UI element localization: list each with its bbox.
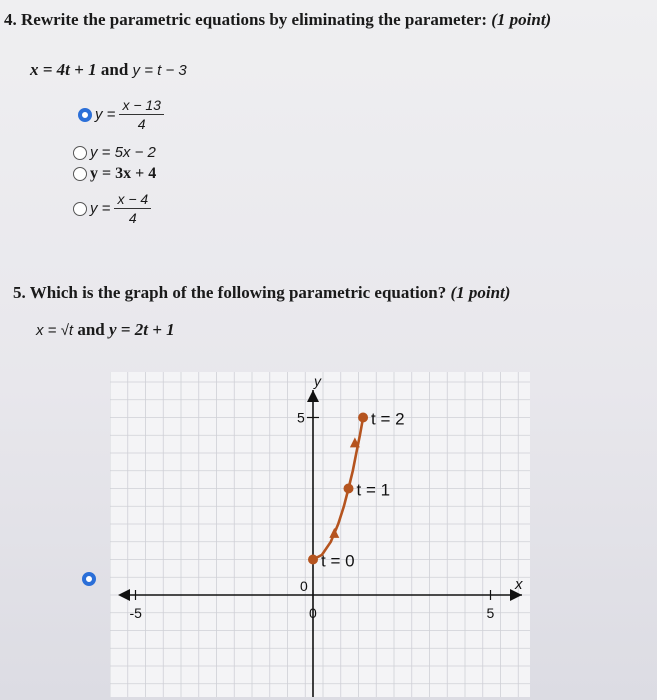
parametric-graph xyxy=(110,372,530,697)
q5-number: 5. xyxy=(13,283,26,302)
point-label-0: t = 0 xyxy=(321,551,355,571)
point-label-1: t = 1 xyxy=(356,480,391,500)
q4-equations xyxy=(30,60,187,80)
point-marker-0 xyxy=(308,555,318,565)
q4-option-3[interactable] xyxy=(73,165,156,183)
q4-option-2-radio[interactable] xyxy=(73,146,87,160)
q5-eq-x-rhs: √t xyxy=(60,322,74,339)
x-tick-label: -5 xyxy=(129,605,142,621)
q4-option-1-denominator: 4 xyxy=(137,116,146,132)
q4-option-2[interactable] xyxy=(73,144,156,161)
q4-option-1-numerator: x − 13 xyxy=(119,96,164,115)
q4-option-4-prefix: y = xyxy=(90,200,111,217)
x-axis-label: x xyxy=(515,576,523,593)
q5-points: (1 point) xyxy=(450,283,511,302)
q4-option-4-denominator: 4 xyxy=(128,210,137,226)
y-tick-label: 5 xyxy=(297,409,305,426)
q4-and: and xyxy=(100,60,129,79)
q4-option-1[interactable] xyxy=(78,96,164,133)
q5-eq-y: y = 2t + 1 xyxy=(109,320,175,339)
q5-eq-x-lhs: x = xyxy=(36,322,57,339)
x-tick-label: 5 xyxy=(486,605,495,621)
y-axis-label: y xyxy=(314,373,321,389)
q4-points: (1 point) xyxy=(491,10,552,29)
q4-option-4-numerator: x − 4 xyxy=(114,190,151,209)
x-tick-label-zero: 0 xyxy=(309,605,317,621)
q5-equations xyxy=(36,320,175,340)
q4-option-2-label: y = 5x − 2 xyxy=(90,144,156,161)
q5-title xyxy=(13,283,510,303)
point-label-2: t = 2 xyxy=(371,409,405,429)
q4-eq-x: x = 4t + 1 xyxy=(30,60,97,79)
q5-option-1[interactable] xyxy=(82,572,99,586)
q4-option-1-fraction xyxy=(119,96,164,133)
q4-number: 4. xyxy=(4,10,17,29)
origin-label: 0 xyxy=(300,578,308,594)
q5-prompt: Which is the graph of the following parametric equation? xyxy=(29,283,447,302)
q4-option-4[interactable] xyxy=(73,190,151,227)
q5-and: and xyxy=(77,320,105,339)
q4-option-4-radio[interactable] xyxy=(73,202,87,216)
point-marker-2 xyxy=(358,413,368,423)
q4-option-4-fraction xyxy=(114,190,151,227)
q4-option-1-prefix: y = xyxy=(95,106,116,123)
point-marker-1 xyxy=(344,484,354,494)
q4-option-3-radio[interactable] xyxy=(73,167,87,181)
q4-option-1-radio[interactable] xyxy=(78,108,92,122)
q4-eq-y: y = t − 3 xyxy=(132,62,187,79)
q4-title xyxy=(4,10,551,30)
q5-option-1-radio[interactable] xyxy=(82,572,96,586)
q4-option-3-label: y = 3x + 4 xyxy=(90,165,157,182)
q4-prompt: Rewrite the parametric equations by eliminating the parameter: xyxy=(21,10,487,29)
